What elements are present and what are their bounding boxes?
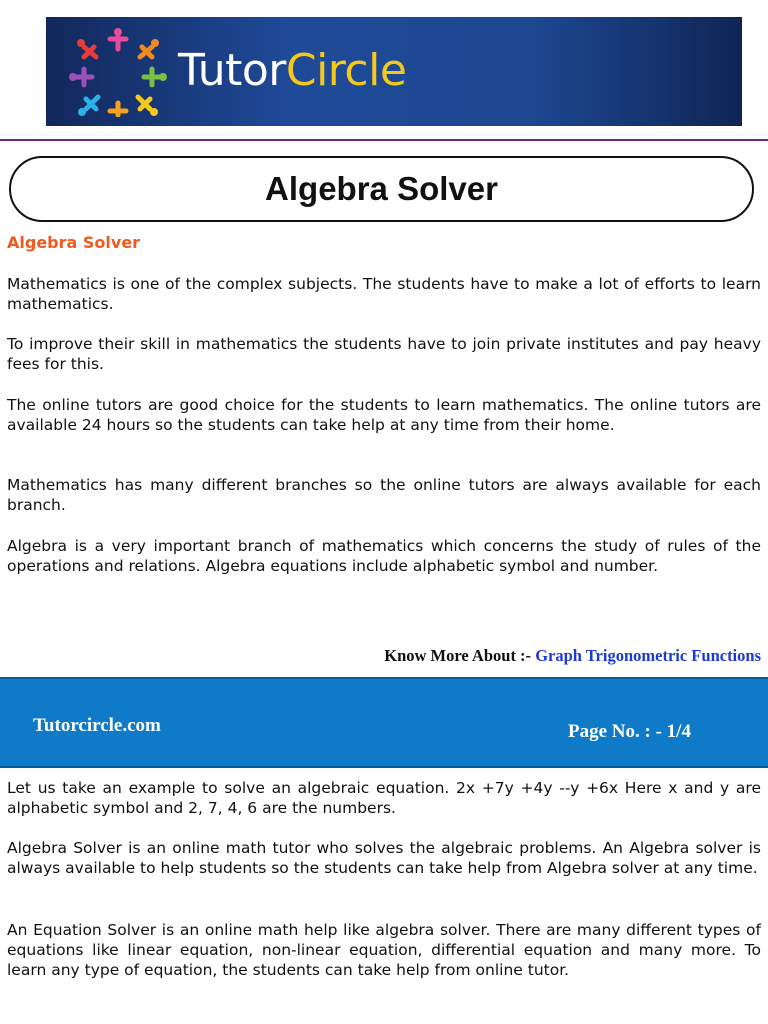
know-more-line	[384, 646, 761, 666]
paragraph: Mathematics has many different branches so the online tutors are always available for each branch.	[7, 476, 761, 514]
page-title: Algebra Solver	[265, 170, 498, 207]
logo-word-circle: Circle	[285, 45, 407, 96]
header-divider	[0, 139, 768, 141]
paragraph: To improve their skill in mathematics the students have to join private institutes and pay heavy fees for this.	[7, 335, 761, 373]
paragraph: Mathematics is one of the complex subjects. The students have to make a lot of efforts to learn mathematics.	[7, 275, 761, 313]
paragraph: An Equation Solver is an online math help like algebra solver. There are many different types of equations like linear equation, non-linear equation, differential equation and many more. To learn any type of equation, the students can take help from online tutor.	[7, 921, 761, 979]
page-footer-bar	[0, 677, 768, 768]
tutorcircle-logo-icon	[68, 27, 168, 117]
logo-word-tutor: Tutor	[178, 45, 286, 96]
paragraph: Let us take an example to solve an algebraic equation. 2x +7y +4y --y +6x Here x and y are alphabetic symbol and 2, 7, 4, 6 are the numbers.	[7, 779, 761, 817]
paragraph: Algebra is a very important branch of mathematics which concerns the study of rules of the operations and relations. Algebra equations include alphabetic symbol and number.	[7, 537, 761, 575]
title-box	[9, 156, 754, 222]
footer-site-name[interactable]: Tutorcircle.com	[33, 715, 161, 736]
header-banner	[46, 17, 742, 126]
know-more-link[interactable]: Graph Trigonometric Functions	[535, 646, 761, 665]
know-more-label: Know More About :-	[384, 646, 536, 665]
page-number: Page No. : - 1/4	[568, 721, 691, 742]
paragraph: Algebra Solver is an online math tutor who solves the algebraic problems. An Algebra solver is always available to help students so the students can take help from Algebra solver at any time.	[7, 839, 761, 877]
paragraph: The online tutors are good choice for the students to learn mathematics. The online tutors are available 24 hours so the students can take help at any time from their home.	[7, 396, 761, 434]
section-heading: Algebra Solver	[7, 233, 141, 252]
logo-wordmark	[178, 45, 406, 97]
